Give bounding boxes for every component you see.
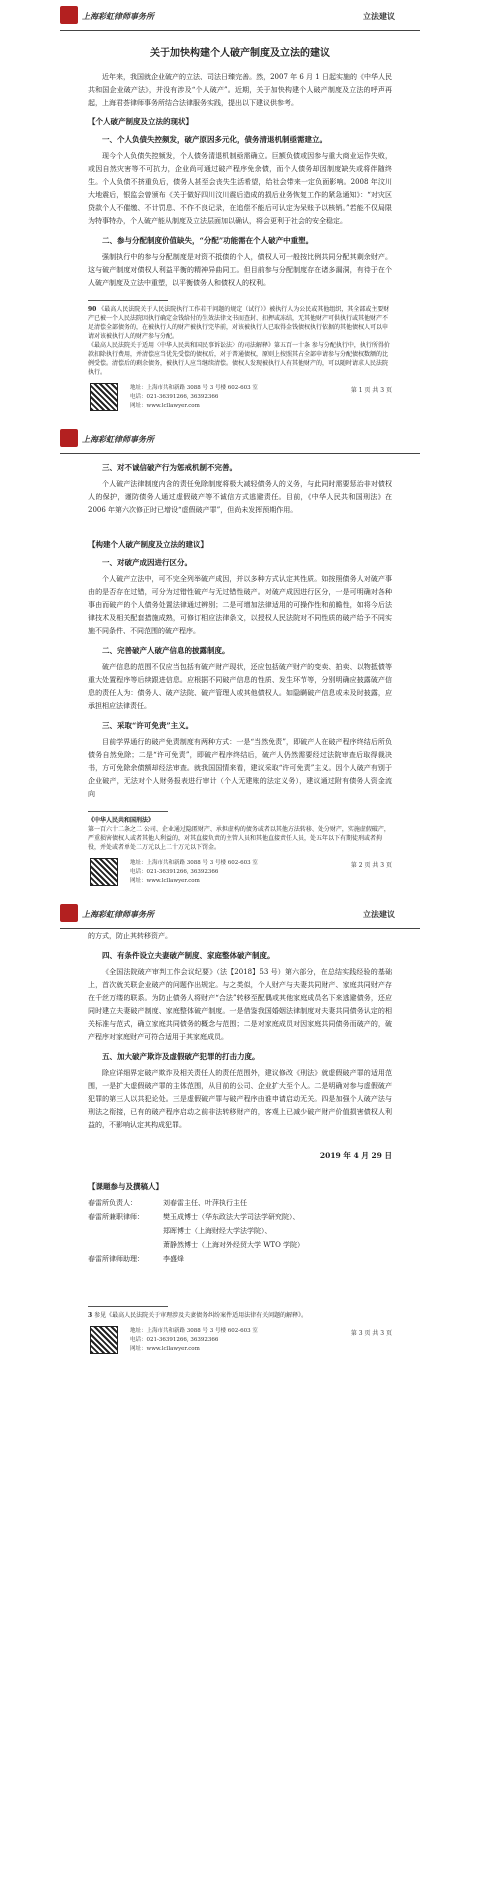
page-2	[0, 423, 480, 898]
subheading: 三、采取“许可免责”主义。	[102, 721, 194, 730]
header-label: 立法建议	[363, 909, 395, 919]
document-title: 关于加快构建个人破产制度及立法的建议	[150, 48, 330, 59]
subheading: 二、完善破产人破产信息的披露制度。	[102, 646, 230, 655]
team-row: 春雷所负责人： 刘春雷主任、叶萍执行主任	[88, 1199, 247, 1207]
footer-phone: 电话：021-36391266, 36392366	[130, 1337, 219, 1343]
footnote-title: 《中华人民共和国刑法》	[88, 817, 155, 824]
header-label: 立法建议	[363, 11, 395, 21]
subheading: 四、有条件设立夫妻破产制度、家庭整体破产制度。	[102, 951, 275, 960]
section-heading-status: 【个人破产制度及立法的现状】	[88, 117, 193, 126]
footer-web: 网址：www.lcllawyer.com	[130, 1346, 200, 1352]
firm-name: 上海彩虹律师事务所	[82, 434, 154, 444]
subheading: 五、加大破产欺诈及虚假破产犯罪的打击力度。	[102, 1052, 260, 1061]
footer-address: 地址：上海市共和新路 3088 号 3 号楼 602-603 室	[130, 1328, 258, 1334]
document-date: 2019 年 4 月 29 日	[319, 1151, 392, 1160]
paragraph: 强制执行中的参与分配制度是对资不抵债的个人，债权人可一般按比例共同分配其剩余财产。这与破产制度对债权人利益平衡的精神异曲同工。但目前参与分配制度存在诸多漏洞，有待于在个人破产制度及立法中重塑，以平衡债务人和债权人的权利。	[88, 253, 392, 287]
page-number: 第 2 页 共 3 页	[350, 862, 392, 869]
section-heading-proposals: 【构建个人破产制度及立法的建议】	[88, 540, 208, 549]
footer-address: 地址：上海市共和新路 3088 号 3 号楼 602-603 室	[130, 385, 258, 391]
firm-logo	[60, 904, 78, 922]
paragraph: 《全国法院破产审判工作会议纪要》（法【2018】53 号）第六部分，在总结实践经验的基础上，首次就关联企业破产的问题作出规定。与之类似，个人财产与夫妻共同财产、家庭共同财产存在千丝万缕的联系。为防止债务人将财产“合法”转移至配偶或其他家庭成员名下来逃避债务，还应同时建立夫妻破产制度、家庭整体破产制度。一是借鉴我国婚姻法律制度对夫妻共同债务认定的相关标准与范式，确立家庭共同债务的概念与范围；二是对家庭成员对因家庭共同债务而破产的，破产程序对家庭财产可符合适用于其家庭成员。	[88, 968, 392, 1041]
team-row: 春雷所律师助理： 李盛烽	[88, 1255, 184, 1263]
header-rule	[60, 453, 420, 454]
intro-paragraph: 近年来，我国就企业破产的立法、司法日臻完善。然，2007 年 6 月 1 日起实施的《中华人民共和国企业破产法》，并没有涉及“个人破产”。近期，关于加快构建个人破产制度及立法的呼声再起，上海君荟律师事务所结合法律服务实践，提出以下建议供参考。	[88, 73, 392, 107]
page-header	[0, 0, 480, 32]
page-number: 第 1 页 共 3 页	[350, 387, 392, 394]
footnote: 3 参见《最高人民法院关于审理涉及夫妻债务纠纷案件适用法律有关问题的解释》。	[88, 1312, 308, 1319]
paragraph: 的方式，防止其转移资产。	[88, 932, 172, 940]
footnote-rule	[88, 811, 168, 812]
paragraph: 现今个人负债失控频发，个人债务清退机制亟需确立。巨额负债或因参与重大商业运作失败，或因自然灾害等不可抗力，企业尚可通过破产程序免余债，而个人债务却因制度缺失或将伴随终生。个人负债不挤重负后，债务人甚至会丧失生活希望，给社会带来一定负面影响。2008 年汶川大地震后，银监会曾颁布《关于做好四川汶川震后造成的损后业务恢复工作的紧急通知》：“对灾区贷款个人不催缴、不计罚息、不作不良记录，在追偿不能后可认定为呆账予以核销。”若能不仅局限为特事特办，个人破产能从制度及立法层面加以确认，将会更利于社会的安全稳定。	[88, 152, 392, 225]
page-footer	[88, 381, 392, 423]
footnote: 90 《最高人民法院关于人民法院执行工作若干问题的规定（试行）》被执行人为公民或其他组织，其全部或主要财产已被一个人民法院因执行确定金钱给付的生效法律文书而查封、扣押或冻结，无其他财产可供执行或其他财产不足清偿全部债务的，在被执行人的财产被执行完毕前，对该被执行人已取得金钱债权执行依据的其他债权人可以申请对该被执行人的财产参与分配。	[88, 306, 390, 340]
page-number: 第 3 页 共 3 页	[350, 1330, 392, 1337]
footnote-rule	[88, 300, 168, 301]
team-row: 萧静然博士（上海对外经贸大学 WTO 学院）	[163, 1241, 305, 1249]
page-1	[0, 0, 480, 423]
page-header	[0, 898, 480, 930]
team-heading: 【课题参与及撰稿人】	[88, 1182, 163, 1191]
header-rule	[60, 30, 420, 31]
firm-logo	[60, 6, 78, 24]
page-footer	[88, 856, 392, 898]
footer-phone: 电话：021-36391266, 36392366	[130, 394, 219, 400]
subheading: 一、对破产成因进行区分。	[102, 558, 192, 567]
page-footer	[88, 1324, 392, 1366]
footer-web: 网址：www.lcllawyer.com	[130, 878, 200, 884]
footnote-rule	[88, 1306, 168, 1307]
page-header	[0, 423, 480, 455]
footnote: 第一百六十二条之二 公司、企业通过隐匿财产、承担虚构的债务或者以其他方法转移、处分财产，实施虚假破产，严重损害债权人或者其他人利益的，对其直接负责的主管人员和其他直接责任人员，处五年以下有期徒刑或者拘役，并处或者单处二万元以上二十万元以下罚金。	[88, 826, 390, 851]
paragraph: 目前学界通行的破产免责制度有两种方式：一是“当然免责”，即破产人在破产程序终结后所负债务自然免除；二是“许可免责”，即破产程序终结后，破产人仍然需要经过法院审查后取得裁决书，方可免除余债额却经法审查。就我国国情来看，建议采取“许可免责”主义。因个人破产有别于企业破产，无法对个人财务报表进行审计（个人无建账的法定义务），建议通过附有债务人资金流向	[88, 738, 392, 798]
subheading: 一、个人负债失控频发，破产原因多元化，债务清退机制亟需建立。	[102, 135, 327, 144]
subheading: 三、对不诚信破产行为惩戒机制不完善。	[102, 463, 237, 472]
paragraph: 除应详细界定破产欺诈及相关责任人的责任范围外，建议修改《刑法》就虚假破产罪的适用范围，一是扩大虚假破产罪的主体范围，从目前的公司、企业扩大至个人。二是明确对参与虚假破产犯罪的第三人以共犯论处。三是虚假破产罪与破产程序由谁申请启动无关。四是加强个人破产法与刑法之衔接，已有的破产程序启动之前非法转移财产的，客观上已减少破产财产价值损害债权人利益的，不影响认定其构成犯罪。	[88, 1069, 392, 1129]
qr-code-icon	[90, 1326, 118, 1354]
qr-code-icon	[90, 858, 118, 886]
team-row: 春雷所兼职律师： 樊玉成博士（华东政法大学司法学研究院）、	[88, 1213, 300, 1221]
page-3	[0, 898, 480, 1366]
header-rule	[60, 928, 420, 929]
paragraph: 个人破产立法中，可不完全列举破产成因，并以多种方式认定其性质。如按照债务人对破产事由的是否存在过错，可分为过错性破产与无过错性破产。对破产成因进行区分，一是可明确对各种事由而破产的个人债务处置法律通过辨别；二是可增加法律适用的可操作性和前瞻性，如将今后法律技术及相关配套措施成熟，可修订相应法律条文，以授权人民法院对不同性质的破产给予不同实施不同条件、不同范围的破产程序。	[88, 575, 392, 635]
team-row: 郑晖博士（上海财经大学法学院）、	[163, 1227, 272, 1235]
firm-name: 上海彩虹律师事务所	[82, 11, 154, 21]
paragraph: 个人破产法律制度内含的责任免除制度将极大减轻债务人的义务，与此同时需要惩治非对债权人的保护，谨防债务人通过虚假破产等不诚信方式逃避责任。目前，《中华人民共和国刑法》在 2006 年第六次修正时已增设“虚假破产罪”，但尚未发挥预期作用。	[88, 480, 392, 514]
qr-code-icon	[90, 383, 118, 411]
footnote: 《最高人民法院关于适用〈中华人民共和国民事诉讼法〉的司法解释》第五百一十条 参与分配执行中，执行所得价款扣除执行费用，并清偿应当优先受偿的债权后，对于普通债权，原则上按照其占全部申请参与分配债权数额的比例受偿。清偿后的剩余债务，被执行人应当继续清偿。债权人发现被执行人有其他财产的，可以随时请求人民法院执行。	[88, 342, 390, 376]
footer-address: 地址：上海市共和新路 3088 号 3 号楼 602-603 室	[130, 860, 258, 866]
paragraph: 破产信息的范围不仅应当包括有破产财产现状，还应包括破产财产的变卖、拍卖、以物抵债等重大处置程序等后续跟进信息。应根据不同破产信息的性质、发生环节等，分别明确应披露破产信息的责任人为：债务人、破产法院、破产管理人或其他债权人。如隐瞒破产信息或未及时披露，应承担相应法律责任。	[88, 663, 392, 710]
footer-web: 网址：www.lcllawyer.com	[130, 403, 200, 409]
team-list	[88, 1196, 392, 1266]
firm-name: 上海彩虹律师事务所	[82, 909, 154, 919]
subheading: 二、参与分配制度价值缺失，“分配”功能需在个人破产中重塑。	[102, 236, 314, 245]
footer-phone: 电话：021-36391266, 36392366	[130, 869, 219, 875]
firm-logo	[60, 429, 78, 447]
